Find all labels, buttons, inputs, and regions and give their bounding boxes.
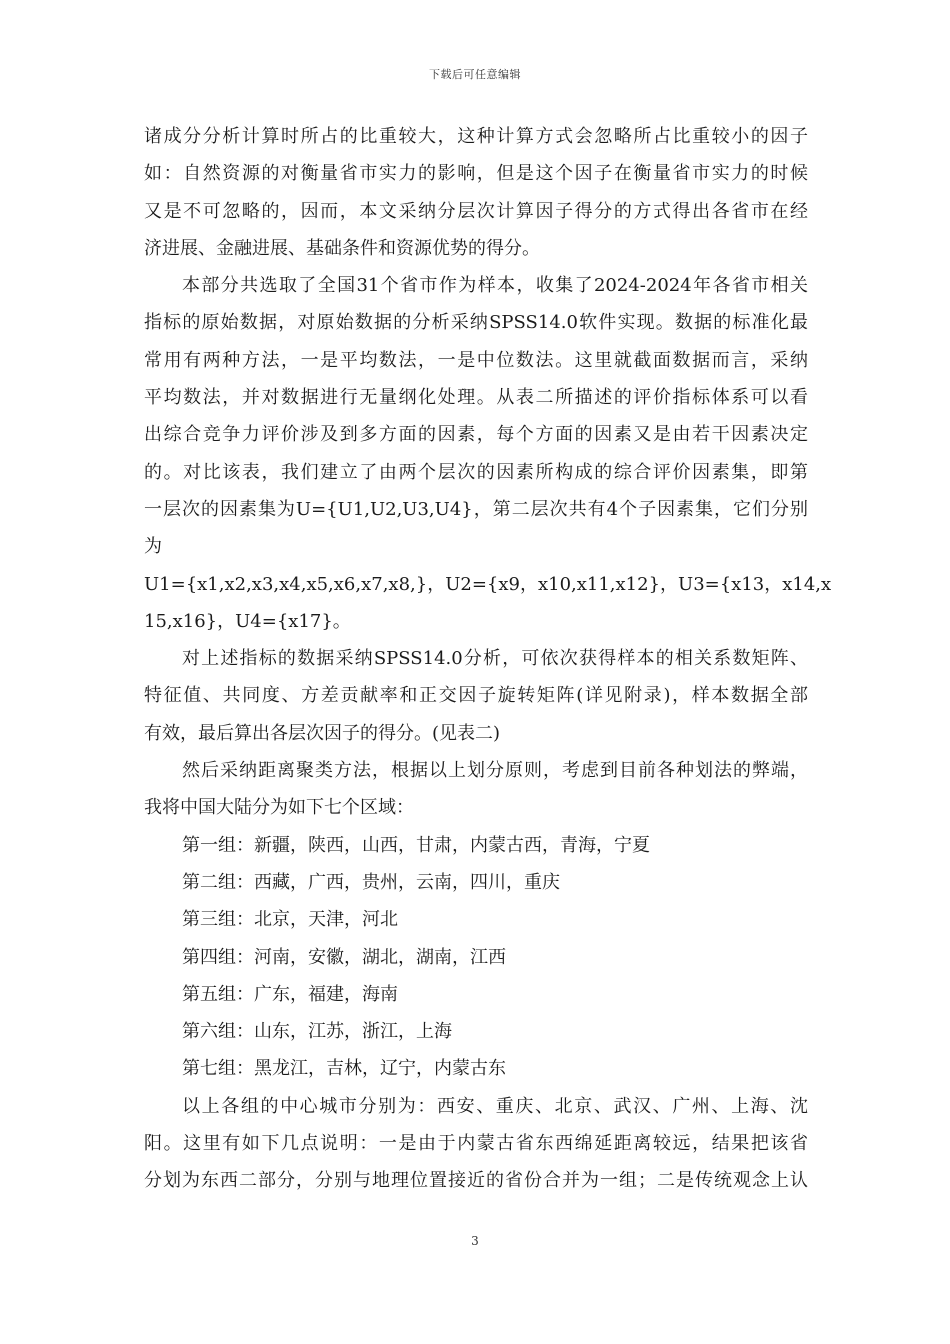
text-line: 平均数法，并对数据进行无量纲化处理。从表二所描述的评价指标体系可以看 xyxy=(144,387,808,409)
document-body xyxy=(144,118,832,1200)
text-line: 的。对比该表，我们建立了由两个层次的因素所构成的综合评价因素集，即第 xyxy=(144,461,808,483)
text-line: 指标的原始数据，对原始数据的分析采纳SPSS14.0软件实现。数据的标准化最 xyxy=(144,312,808,334)
page-number: 3 xyxy=(471,1234,479,1248)
region-group-item: 第一组：新疆，陕西，山西，甘肃，内蒙古西，青海，宁夏 xyxy=(182,834,650,856)
page-header: 下载后可任意编辑 xyxy=(429,68,521,81)
text-line: 济进展、金融进展、基础条件和资源优势的得分。 xyxy=(144,237,540,259)
region-group-item: 第二组：西藏，广西，贵州，云南，四川，重庆 xyxy=(182,871,560,893)
text-line: 然后采纳距离聚类方法，根据以上划分原则，考虑到目前各种划法的弊端， xyxy=(182,760,808,782)
text-line: 出综合竞争力评价涉及到多方面的因素，每个方面的因素又是由若干因素决定 xyxy=(144,424,808,446)
text-line: 我将中国大陆分为如下七个区域： xyxy=(144,797,414,819)
paragraph-5 xyxy=(144,1088,808,1200)
region-group-item: 第七组：黑龙江，吉林，辽宁，内蒙古东 xyxy=(182,1058,506,1080)
region-group-item: 第三组：北京，天津，河北 xyxy=(182,909,398,931)
text-line: 阳。这里有如下几点说明：一是由于内蒙古省东西绵延距离较远，结果把该省 xyxy=(144,1133,808,1155)
text-line: 如：自然资源的对衡量省市实力的影响，但是这个因子在衡量省市实力的时候 xyxy=(144,163,808,185)
paragraph-2 xyxy=(144,267,832,640)
region-group-item: 第五组：广东，福建，海南 xyxy=(182,983,398,1005)
text-line: 对上述指标的数据采纳SPSS14.0分析，可依次获得样本的相关系数矩阵、 xyxy=(182,648,808,670)
text-line: 特征值、共同度、方差贡献率和正交因子旋转矩阵(详见附录)，样本数据全部 xyxy=(144,685,808,707)
region-group-item: 第六组：山东，江苏，浙江，上海 xyxy=(182,1021,452,1043)
text-line: 为 xyxy=(144,536,162,558)
text-line: U1={x1,x2,x3,x4,x5,x6,x7,x8,}，U2={x9，x10,x11,x12}，U3={x13，x14,x xyxy=(144,573,832,595)
text-line: 有效，最后算出各层次因子的得分。(见表二) xyxy=(144,722,501,744)
paragraph-3 xyxy=(144,640,808,752)
text-line: 又是不可忽略的，因而，本文采纳分层次计算因子得分的方式得出各省市在经 xyxy=(144,200,808,222)
text-line: 常用有两种方法，一是平均数法，一是中位数法。这里就截面数据而言，采纳 xyxy=(144,349,808,371)
paragraph-4 xyxy=(144,752,808,827)
text-line: 一层次的因素集为U={U1,U2,U3,U4}，第二层次共有4个子因素集，它们分别 xyxy=(144,498,808,520)
text-line: 分划为东西二部分，分别与地理位置接近的省份合并为一组；二是传统观念上认 xyxy=(144,1170,808,1192)
paragraph-1 xyxy=(144,118,808,267)
region-group-list xyxy=(144,827,808,1088)
region-group-item: 第四组：河南，安徽，湖北，湖南，江西 xyxy=(182,946,506,968)
text-line: 本部分共选取了全国31个省市作为样本，收集了2024-2024年各省市相关 xyxy=(182,275,808,297)
text-line: 以上各组的中心城市分别为：西安、重庆、北京、武汉、广州、上海、沈 xyxy=(182,1095,808,1117)
text-line: 15,x16}，U4={x17}。 xyxy=(144,610,351,632)
text-line: 诸成分分析计算时所占的比重较大，这种计算方式会忽略所占比重较小的因子 xyxy=(144,126,808,147)
